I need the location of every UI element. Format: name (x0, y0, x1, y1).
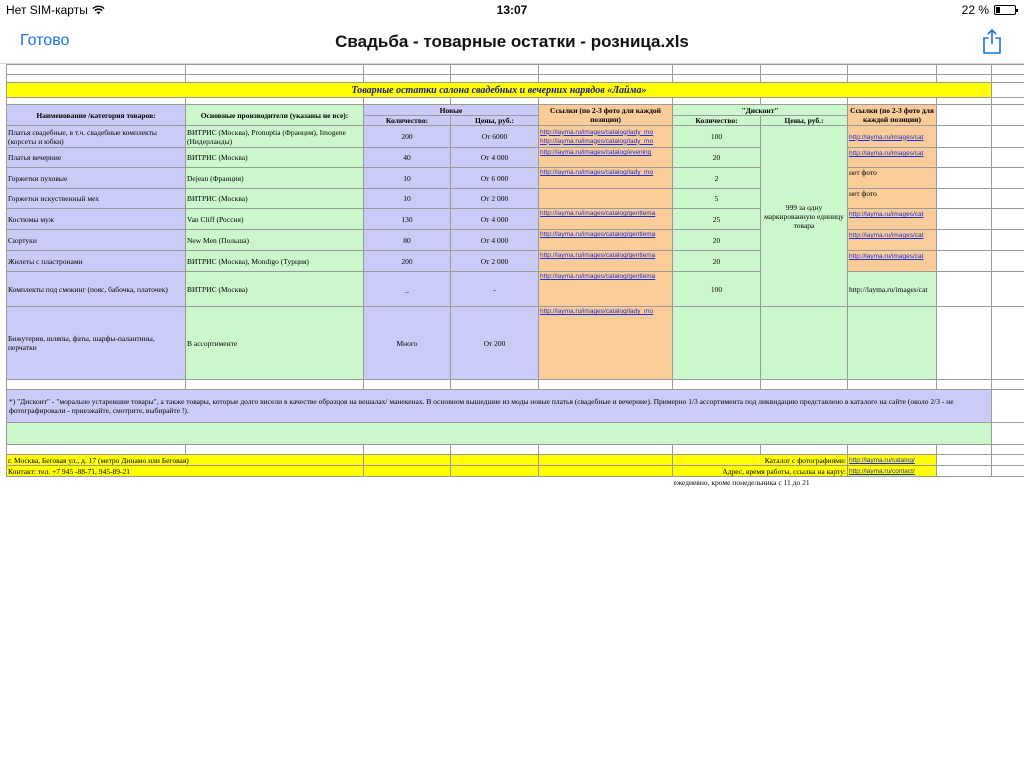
cell-discount-qty[interactable]: 100 (673, 126, 761, 148)
blank-row (7, 65, 1024, 75)
photo-link[interactable]: http://layma.ru/images/catalog/evening (540, 149, 652, 156)
cell-links[interactable] (539, 307, 673, 380)
cell-qty[interactable]: 200 (364, 251, 451, 272)
catalog-label[interactable]: Каталог с фотографиями: (673, 455, 848, 466)
note-row (7, 390, 1024, 423)
cell-links[interactable] (539, 251, 673, 272)
photo-link[interactable]: http://layma.ru/images/catalog/lady_mo (540, 137, 654, 145)
header-discount-price[interactable]: Цены, руб.: (761, 116, 848, 126)
table-row (7, 126, 1024, 148)
header-makers[interactable]: Основные производители (указаны не все): (186, 105, 364, 126)
address-row (7, 455, 1024, 466)
cell-discount-link[interactable] (848, 126, 937, 148)
cell-links[interactable] (539, 168, 673, 189)
photo-link[interactable]: http://layma.ru/images/catalog/gentlema (540, 252, 656, 259)
cell-discount-qty[interactable]: 5 (673, 189, 761, 209)
cell-name[interactable]: Платья вечерние (7, 148, 186, 168)
cell-links[interactable] (539, 189, 673, 209)
carrier-label: Нет SIM-карты (6, 3, 88, 17)
cell-makers[interactable]: ВИТРИС (Москва), Pronuptia (Франция), Imogene (Нидерланды) (186, 126, 364, 148)
cell-links[interactable] (539, 209, 673, 230)
status-bar (0, 0, 1024, 20)
catalog-link-cell[interactable] (848, 455, 937, 466)
spreadsheet[interactable] (6, 64, 989, 488)
cell-discount-qty[interactable]: 100 (673, 272, 761, 307)
cell-makers[interactable]: ВИТРИС (Москва) (186, 189, 364, 209)
header-row (7, 105, 1024, 116)
navigation-bar (0, 20, 1024, 64)
cell-name[interactable]: Комплекты под смокинг (пояс, бабочка, платочек) (7, 272, 186, 307)
cell-qty[interactable]: _ (364, 272, 451, 307)
discount-note[interactable]: *) "Дисконт" - "морально устаревшие товары", а также товары, которые долго висели в качестве образцов на вешалах/ манекенах. В основном вышедшие из моды новые платья (свадебные и вечерние). Примерно 1/3 ассортимента под ликвидацию представлено в каталоге на сайте (около 2/3 - не фотографировали - приезжайте, смотрите, выбирайте !). (7, 390, 992, 423)
share-icon[interactable] (982, 28, 1002, 54)
cell-name[interactable]: Бижутерия, шляпы, фаты, шарфы-палантины, перчатки (7, 307, 186, 380)
sheet-banner[interactable]: Товарные остатки салона свадебных и вечерних нарядов «Лайма» (7, 83, 992, 98)
opening-hours[interactable]: ежедневно, кроме понедельника с 11 до 21 (673, 477, 810, 487)
cell-discount-link[interactable] (848, 148, 937, 168)
blank-row (7, 380, 1024, 390)
green-band-row (7, 423, 1024, 445)
cell-price[interactable]: От 2 000 (451, 189, 539, 209)
cell-qty[interactable]: 40 (364, 148, 451, 168)
cell-name[interactable]: Платья свадебные, в т.ч. свадебные комплекты (корсеты и юбки) (7, 126, 186, 148)
cell-discount-link[interactable] (848, 251, 937, 272)
banner-row (7, 83, 1024, 98)
green-band[interactable] (7, 423, 992, 445)
cell-price[interactable]: От 4 000 (451, 209, 539, 230)
cell-name[interactable]: Горжетки пуховые (7, 168, 186, 189)
cell-discount-link[interactable]: http://layma.ru/images/cat (848, 272, 937, 307)
cell-name[interactable]: Горжетки искуственный мех (7, 189, 186, 209)
cell-name[interactable]: Жилеты с пластронами (7, 251, 186, 272)
hours-row (7, 477, 1024, 488)
cell-price[interactable]: - (451, 272, 539, 307)
cell-discount-qty[interactable] (673, 307, 761, 380)
header-discount[interactable]: "Дисконт" (673, 105, 848, 116)
table-row (7, 230, 1024, 251)
table-row (7, 209, 1024, 230)
cell-links[interactable] (539, 230, 673, 251)
cell-discount-qty[interactable]: 20 (673, 251, 761, 272)
cell-makers[interactable]: ВИТРИС (Москва) (186, 148, 364, 168)
contact-row (7, 466, 1024, 477)
cell-makers[interactable]: Dejean (Франция) (186, 168, 364, 189)
photo-link[interactable]: http://layma.ru/images/cat (849, 232, 924, 239)
cell-price[interactable]: От 200 (451, 307, 539, 380)
photo-link[interactable]: http://layma.ru/images/cat (849, 253, 924, 260)
blank-row (7, 445, 1024, 455)
cell-links[interactable] (539, 272, 673, 307)
header-price[interactable]: Цены, руб.: (451, 116, 539, 126)
contact-link[interactable]: http://layma.ru/contact/ (849, 468, 915, 475)
blank-row (7, 98, 1024, 105)
photo-link[interactable]: http://layma.ru/images/catalog/gentlema (540, 231, 656, 238)
done-button[interactable]: Готово (20, 32, 70, 49)
cell-makers[interactable]: ВИТРИС (Москва), Mondigo (Турция) (186, 251, 364, 272)
clock: 13:07 (496, 3, 528, 17)
photo-link[interactable]: http://layma.ru/images/catalog/lady_mo (540, 128, 654, 136)
contact-text[interactable]: Контакт: тел. +7 945 -88-71, 945-89-21 (7, 466, 364, 477)
table-row (7, 307, 1024, 380)
photo-link[interactable]: http://layma.ru/images/catalog/lady_mo (540, 169, 654, 176)
document-title: Свадьба - товарные остатки - розница.xls (335, 32, 689, 51)
cell-links[interactable] (539, 126, 673, 148)
cell-name[interactable]: Костюмы муж (7, 209, 186, 230)
cell-discount-price[interactable]: 999 за одну маркированную единицу товара (761, 126, 848, 307)
spreadsheet-table (6, 64, 1024, 488)
contact-link-cell[interactable] (848, 466, 937, 477)
header-discount-qty[interactable]: Количество: (673, 116, 761, 126)
photo-link[interactable]: http://layma.ru/images/catalog/gentlema (540, 210, 656, 217)
header-name[interactable]: Наименование /категория товаров: (7, 105, 186, 126)
catalog-link[interactable]: http://layma.ru/catalog/ (849, 457, 915, 464)
cell-discount-qty[interactable]: 2 (673, 168, 761, 189)
address-label[interactable]: Адрес, время работы, ссылка на карту: (673, 466, 848, 477)
cell-price[interactable]: От 4 000 (451, 230, 539, 251)
cell-qty[interactable]: Много (364, 307, 451, 380)
address-text[interactable]: г. Москва, Беговая ул., д. 17 (метро Динамо или Беговая) (7, 455, 364, 466)
cell-discount-qty[interactable]: 20 (673, 230, 761, 251)
photo-link[interactable]: http://layma.ru/images/catalog/gentlema (540, 273, 656, 280)
table-row (7, 189, 1024, 209)
cell-name[interactable]: Сюртуки (7, 230, 186, 251)
cell-price[interactable]: От 6000 (451, 126, 539, 148)
cell-qty[interactable]: 130 (364, 209, 451, 230)
cell-makers[interactable]: Van Cliff (Россия) (186, 209, 364, 230)
header-discount-links[interactable]: Ссылки (по 2-3 фото для каждой позиции) (848, 105, 937, 126)
table-row (7, 272, 1024, 307)
cell-price[interactable]: От 6 000 (451, 168, 539, 189)
cell-discount-qty[interactable]: 25 (673, 209, 761, 230)
cell-discount-price[interactable] (761, 307, 848, 380)
header-links[interactable]: Ссылки (по 2-3 фото для каждой позиции) (539, 105, 673, 126)
cell-discount-link[interactable]: нет фото (848, 168, 937, 189)
cell-price[interactable]: От 2 000 (451, 251, 539, 272)
cell-qty[interactable]: 80 (364, 230, 451, 251)
cell-makers[interactable]: ВИТРИС (Москва) (186, 272, 364, 307)
cell-makers[interactable]: В ассортименте (186, 307, 364, 380)
photo-link[interactable]: http://layma.ru/images/cat (849, 150, 924, 157)
cell-qty[interactable]: 10 (364, 168, 451, 189)
cell-discount-link[interactable] (848, 307, 937, 380)
header-qty[interactable]: Количество: (364, 116, 451, 126)
cell-discount-link[interactable] (848, 209, 937, 230)
battery-icon (994, 5, 1016, 15)
header-new[interactable]: Новые (364, 105, 539, 116)
table-row (7, 168, 1024, 189)
cell-discount-qty[interactable]: 20 (673, 148, 761, 168)
cell-makers[interactable]: New Men (Польша) (186, 230, 364, 251)
photo-link[interactable]: http://layma.ru/images/cat (849, 211, 924, 218)
battery-status (962, 3, 1016, 17)
cell-qty[interactable]: 200 (364, 126, 451, 148)
table-row (7, 148, 1024, 168)
cell-discount-link[interactable]: нет фото (848, 189, 937, 209)
cell-discount-link[interactable] (848, 230, 937, 251)
photo-link[interactable]: http://layma.ru/images/catalog/lady_mo (540, 308, 654, 315)
battery-percent: 22 % (961, 3, 989, 17)
cell-links[interactable] (539, 148, 673, 168)
blank-row (7, 75, 1024, 83)
cell-qty[interactable]: 10 (364, 189, 451, 209)
cell-price[interactable]: От 4 000 (451, 148, 539, 168)
table-row (7, 251, 1024, 272)
photo-link[interactable]: http://layma.ru/images/cat (849, 133, 924, 141)
